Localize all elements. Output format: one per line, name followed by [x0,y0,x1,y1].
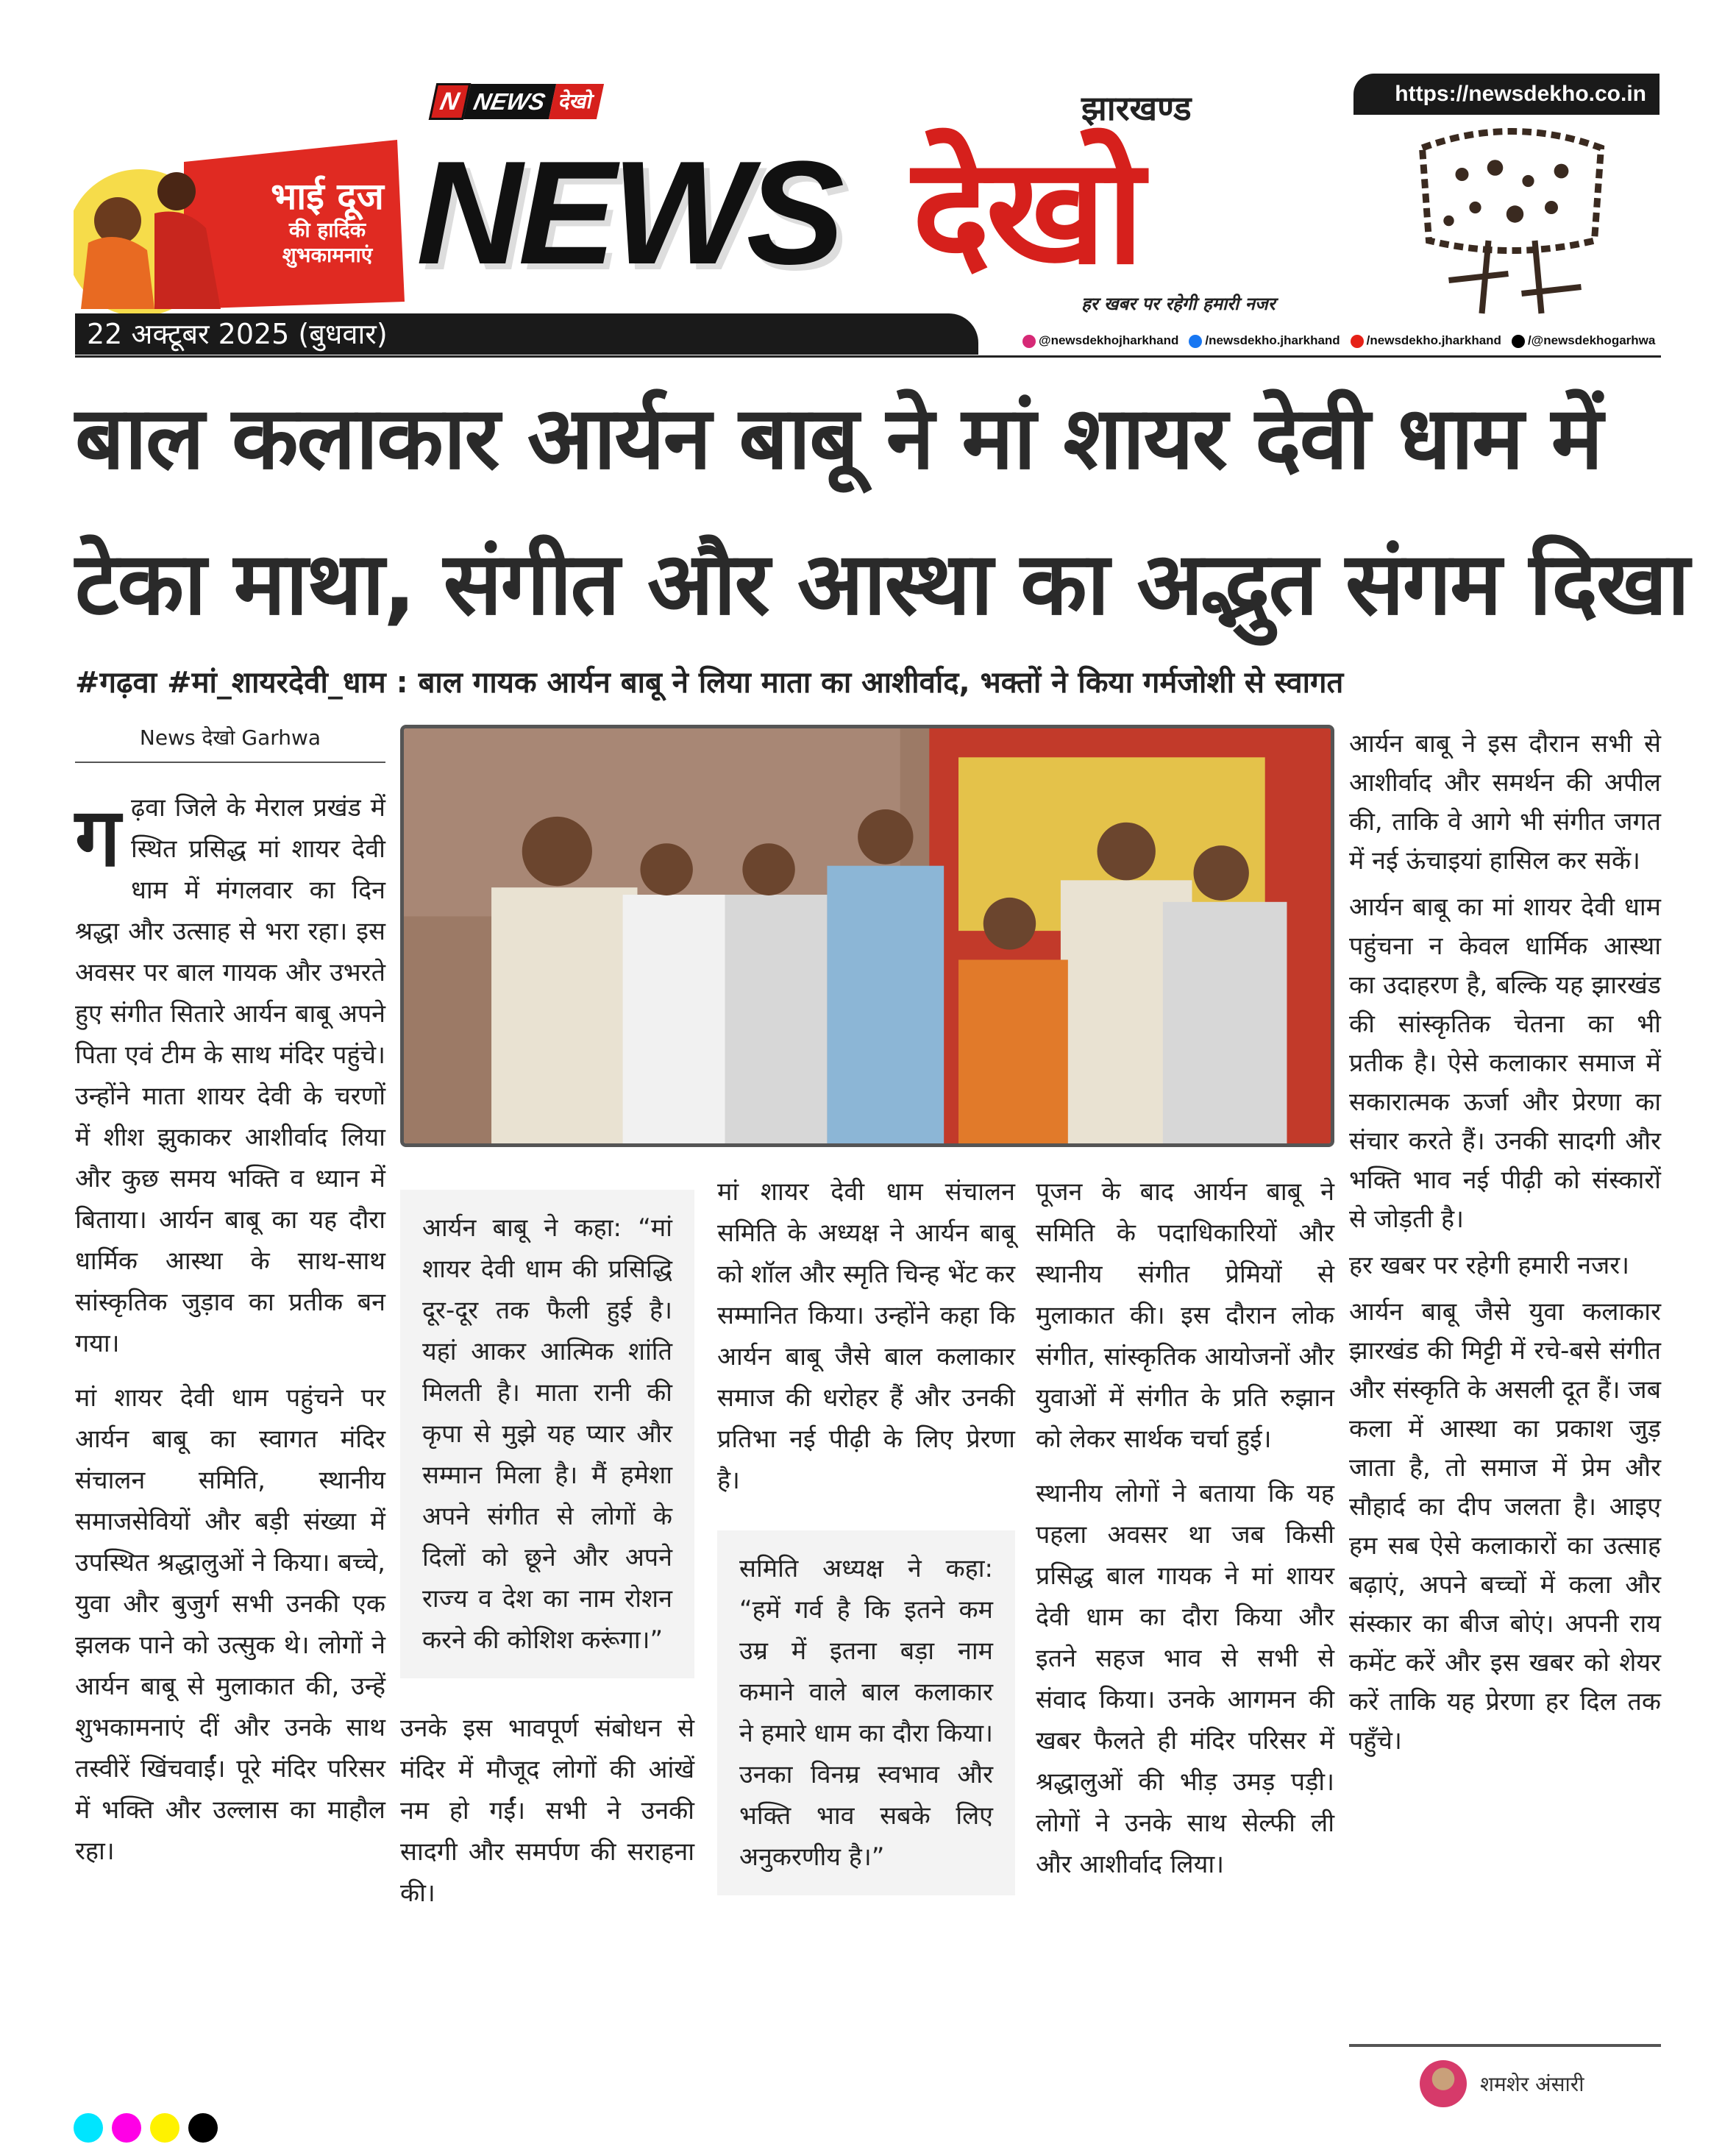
social-instagram[interactable] [1022,330,1178,352]
column-5 [1349,725,1661,1768]
festival-greeting [250,175,405,268]
headline-line-1: बाल कलाकार आर्यन बाबू ने मां शायर देवी धाम में [75,387,1602,489]
header-divider [75,355,1661,358]
column-2 [400,1190,694,1927]
masthead-region: झारखण्ड [1081,88,1192,128]
facebook-icon [1189,335,1202,348]
paragraph: आर्यन बाबू जैसे युवा कलाकार झारखंड की मिट्टी में रचे-बसे संगीत और संस्कृति के असली दूत हैं। जब कला में आस्था का प्रकाश जुड़ जाता है, तो समाज में प्रेम और सौहार्द का दीप जलता है। आइए हम सब ऐसे कलाकारों का उत्साह बढ़ाएं, अपने बच्चों में कला और संस्कार का बीज बोएं। अपनी राय कमेंट करें और इस खबर को शेयर करें ताकि यह प्रेरणा हर दिल तक पहुँचे। [1349,1297,1661,1756]
yellow-dot-icon [150,2113,179,2143]
paragraph: पूजन के बाद आर्यन बाबू ने समिति के पदाधिकारियों और स्थानीय संगीत प्रेमियों से मुलाकात की। इस दौरान लोक संगीत, सांस्कृतिक आयोजनों और युवाओं में संगीत के प्रति रुझान को लेकर सार्थक चर्चा हुई। [1036,1177,1334,1454]
mini-logo-news: NEWS [463,84,555,119]
x-icon [1512,335,1525,348]
article-photo [400,725,1334,1147]
footer-divider [1349,2044,1661,2047]
news-source: News देखो Garhwa [75,725,385,763]
masthead-dekho: देखो [912,126,1140,297]
instagram-icon [1022,335,1036,348]
column-1 [75,787,385,1885]
subheadline: #गढ़वा #मां_शायरदेवी_धाम : बाल गायक आर्यन बाबू ने लिया माता का आशीर्वाद, भक्तों ने किया गर्मजोशी से स्वागत [75,666,1344,700]
pull-quote: समिति अध्यक्ष ने कहा: “हमें गर्व है कि इतने कम उम्र में इतना बड़ा नाम कमाने वाले बाल कलाकार ने हमारे धाम का दौरा किया। उनका विनम्र स्वभाव और भक्ति भाव सबके लिए अनुकरणीय है।” [717,1530,1015,1895]
column-4 [1036,1171,1334,1898]
festival-title: भाई दूज [271,175,384,218]
cmyk-registration-marks [74,2113,218,2143]
author-name: शमशेर अंसारी [1480,2072,1584,2096]
date-bar [75,313,978,355]
headline-line-2: टेका माथा, संगीत और आस्था का अद्भुत संगम दिखा [75,533,1689,634]
cyan-dot-icon [74,2113,103,2143]
paragraph: मां शायर देवी धाम पहुंचने पर आर्यन बाबू का स्वागत मंदिर संचालन समिति, स्थानीय समाजसेवियों और बड़ी संख्या में उपस्थित श्रद्धालुओं ने किया। बच्चे, युवा और बुजुर्ग सभी उनकी एक झलक पाने को उत्सुक थे। लोगों ने आर्यन बाबू से मुलाकात की, उन्हें शुभकामनाएं दीं और उनके साथ तस्वीरें खिंचवाईं। पूरे मंदिर परिसर में भक्ति और उल्लास का माहौल रहा। [75,1383,385,1866]
masthead-news: NEWS [416,131,840,295]
black-dot-icon [188,2113,218,2143]
paragraph: ढ़वा जिले के मेराल प्रखंड में स्थित प्रसिद्ध मां शायर देवी धाम में मंगलवार का दिन श्रद्धा और उत्साह से भरा रहा। इस अवसर पर बाल गायक और उभरते हुए संगीत सितारे आर्यन बाबू अपने पिता एवं टीम के साथ मंदिर पहुंचे। उन्होंने माता शायर देवी के चरणों में शीश झुकाकर आशीर्वाद लिया और कुछ समय भक्ति व ध्यान में बिताया। आर्यन बाबू का यह दौरा धार्मिक आस्था के साथ-साथ सांस्कृतिक जुड़ाव का प्रतीक बन गया। [75,793,385,1358]
social-youtube[interactable] [1351,330,1501,352]
website-url[interactable]: https://newsdekho.co.in [1353,74,1659,115]
mini-logo-dekho: देखो [548,84,603,119]
paragraph: मां शायर देवी धाम संचालन समिति के अध्यक्ष ने आर्यन बाबू को शॉल और स्मृति चिन्ह भेंट कर सम्मानित किया। उन्होंने कहा कि आर्यन बाबू जैसे बाल कलाकार समाज की धरोहर हैं और उनकी प्रतिभा नई पीढ़ी के लिए प्रेरणा है। [717,1177,1015,1495]
paragraph: आर्यन बाबू ने इस दौरान सभी से आशीर्वाद और समर्थन की अपील की, ताकि वे आगे भी संगीत जगत में नई ऊंचाइयां हासिल कर सकें। [1349,729,1661,876]
magenta-dot-icon [112,2113,141,2143]
mini-logo [428,82,604,121]
social-x[interactable] [1512,330,1655,352]
author-avatar [1420,2060,1467,2107]
masthead-tagline: हर खबर पर रहेगी हमारी नजर [1081,294,1276,314]
festival-line3: शुभकामनाएं [282,243,373,267]
paragraph: उनके इस भावपूर्ण संबोधन से मंदिर में मौजूद लोगों की आंखें नम हो गईं। सभी ने उनकी सादगी और समर्पण की सराहना की। [400,1714,694,1908]
column-3 [717,1171,1015,1909]
instagram-handle: @newsdekhojharkhand [1039,333,1179,347]
paragraph: आर्यन बाबू का मां शायर देवी धाम पहुंचना न केवल धार्मिक आस्था का उदाहरण है, बल्कि यह झारखंड की सांस्कृतिक चेतना का भी प्रतीक है। ऐसे कलाकार समाज में सकारात्मक ऊर्जा और प्रेरणा का संचार करते हैं। उनकी सादगी और भक्ति भाव नई पीढ़ी को संस्कारों से जोड़ती है। [1349,892,1661,1234]
x-handle: /@newsdekhogarhwa [1527,333,1656,347]
youtube-icon [1351,335,1364,348]
n-logo-icon: N [429,83,471,120]
author-byline [1420,2060,1584,2107]
facebook-handle: /newsdekho.jharkhand [1205,333,1340,347]
publication-date: 22 अक्टूबर 2025 (बुधवार) [87,318,388,350]
paragraph: स्थानीय लोगों ने बताया कि यह पहला अवसर था जब किसी प्रसिद्ध बाल गायक ने मां शायर देवी धाम का दौरा किया और इतने सहज भाव से सभी से संवाद किया। उनके आगमन की खबर फैलते ही मंदिर परिसर में श्रद्धालुओं की भीड़ उमड़ पड़ी। लोगों ने उनके साथ सेल्फी ली और आशीर्वाद लिया। [1036,1479,1334,1879]
social-handles [1022,330,1655,352]
tree-artwork [1398,121,1626,320]
pull-quote: आर्यन बाबू ने कहा: “मां शायर देवी धाम की प्रसिद्धि दूर-दूर तक फैली हुई है। यहां आकर आत्मिक शांति मिलती है। माता रानी की कृपा से मुझे यह प्यार और सम्मान मिला है। मैं हमेशा अपने संगीत से लोगों के दिलों को छूने और अपने राज्य व देश का नाम रोशन करने की कोशिश करूंगा।” [400,1190,694,1678]
festival-line2: की हार्दिक [288,218,366,242]
paragraph: हर खबर पर रहेगी हमारी नजर। [1349,1251,1630,1280]
social-facebook[interactable] [1189,330,1340,352]
youtube-handle: /newsdekho.jharkhand [1366,333,1501,347]
drop-cap: ग [75,790,121,884]
